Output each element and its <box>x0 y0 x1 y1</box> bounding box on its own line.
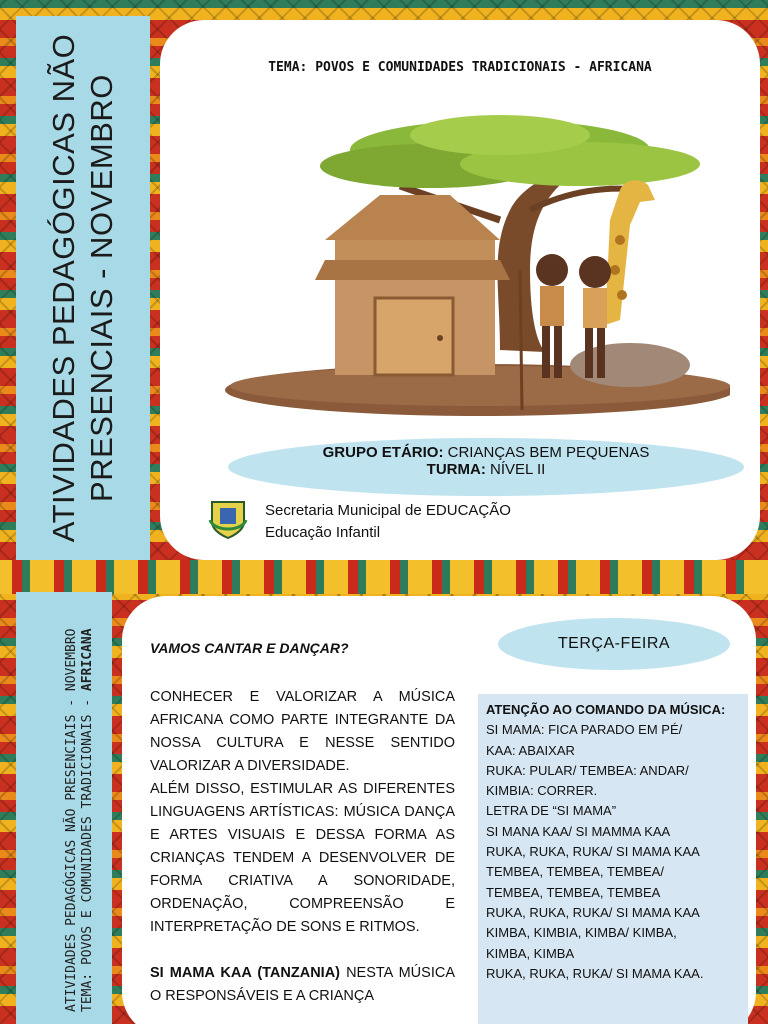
side-line-2-bold: AFRICANA <box>80 628 95 692</box>
box-line: SI MANA KAA/ SI MAMMA KAA <box>486 823 671 839</box>
side-title-2 <box>64 592 96 1012</box>
turma-value: NÍVEL II <box>490 461 546 478</box>
activity-card <box>122 596 756 1024</box>
secretaria-block <box>265 500 511 544</box>
secretaria-line1: Secretaria Municipal de EDUCAÇÃO <box>265 502 511 519</box>
song-rest: NESTA MÚSICA O RESPONSÁVEIS E A CRIANÇA <box>150 965 456 1004</box>
age-group-oval <box>228 438 744 496</box>
box-line: KAA: ABAIXAR <box>486 742 575 758</box>
paragraph-2: ALÉM DISSO, ESTIMULAR AS DIFERENTES LINGUAGENS ARTÍSTICAS: MÚSICA DANÇA E ARTES VISUAIS E DESSA FORMA AS CRIANÇAS TENDEM A DESENVOLVER DE FORMA CRIATIVA A SONORIDADE, ORDENAÇÃO, COMPREENSÃO E INTERPRETAÇÃO DE SONS E RITMOS. <box>150 781 455 935</box>
box-line: SI MAMA: FICA PARADO EM PÉ/ <box>486 722 683 738</box>
municipal-seal-icon <box>208 498 248 540</box>
song-title: SI MAMA KAA (TANZANIA) <box>150 965 341 981</box>
slide-2 <box>0 588 768 1024</box>
tema-title: TEMA: POVOS E COMUNIDADES TRADICIONAIS - AFRICANA <box>268 60 652 75</box>
side-line-2-prefix: TEMA: POVOS E COMUNIDADES TRADICIONAIS - <box>80 691 95 1012</box>
african-village-illustration <box>200 90 730 430</box>
box-line: TEMBEA, TEMBEA, TEMBEA <box>486 884 661 900</box>
song-commands-box <box>478 694 748 1024</box>
cover-card <box>160 20 760 560</box>
side-line-1: ATIVIDADES PEDAGÓGICAS NÃO PRESENCIAIS - NOVEMBRO <box>64 628 79 1012</box>
turma-label: TURMA: <box>426 461 486 478</box>
secretaria-line2: Educação Infantil <box>265 524 381 541</box>
box-line: RUKA, RUKA, RUKA/ SI MAMA KAA. <box>486 965 704 981</box>
side-title: ATIVIDADES PEDAGÓGICAS NÃO PRESENCIAIS - NOVEMBRO <box>46 33 119 543</box>
box-heading: ATENÇÃO AO COMANDO DA MÚSICA: <box>486 702 726 717</box>
paragraph-1: CONHECER E VALORIZAR A MÚSICA AFRICANA COMO PARTE INTEGRANTE DA NOSSA CULTURA E NESSE SENTIDO VALORIZAR A DIVERSIDADE. <box>150 689 455 774</box>
box-line: RUKA, RUKA, RUKA/ SI MAMA KAA <box>486 904 700 920</box>
side-title-panel-2 <box>16 592 112 1024</box>
grupo-value: CRIANÇAS BEM PEQUENAS <box>447 444 650 461</box>
box-line: RUKA: PULAR/ TEMBEA: ANDAR/ <box>486 762 689 778</box>
box-line: KIMBA, KIMBA <box>486 945 575 961</box>
side-line-2 <box>80 592 96 1012</box>
activity-question: VAMOS CANTAR E DANÇAR? <box>150 640 349 656</box>
box-line: KIMBIA: CORRER. <box>486 783 598 799</box>
activity-description <box>150 686 455 1008</box>
side-title-panel <box>16 16 150 560</box>
box-line: TEMBEA, TEMBEA, TEMBEA/ <box>486 864 664 880</box>
box-line: KIMBA, KIMBIA, KIMBA/ KIMBA, <box>486 925 677 941</box>
grupo-label: GRUPO ETÁRIO: <box>322 444 444 461</box>
weekday-oval: TERÇA-FEIRA <box>498 618 730 670</box>
box-line: RUKA, RUKA, RUKA/ SI MAMA KAA <box>486 844 700 860</box>
box-line: LETRA DE “SI MAMA” <box>486 803 617 819</box>
song-intro <box>150 962 455 1008</box>
